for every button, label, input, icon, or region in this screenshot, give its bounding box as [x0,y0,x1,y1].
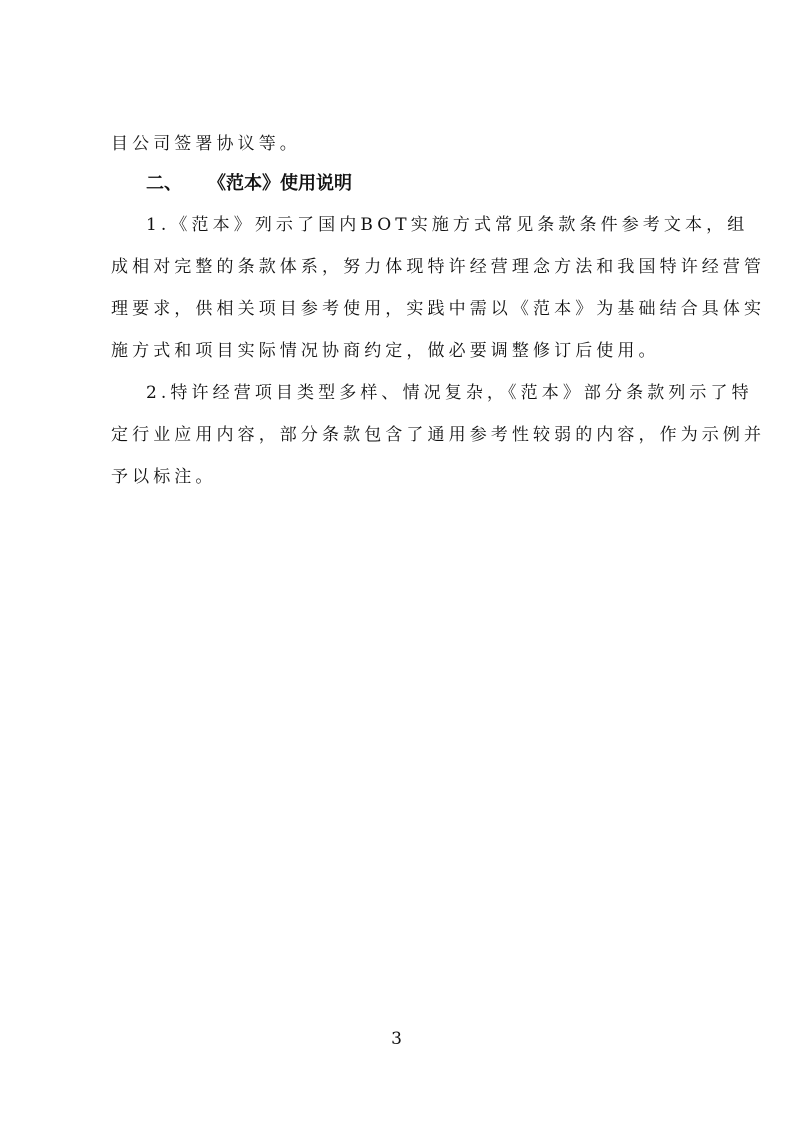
paragraph-1-line-4: 施方式和项目实际情况协商约定，做必要调整修订后使用。 [111,341,660,361]
paragraph-1-line-2: 成相对完整的条款体系，努力体现特许经营理念方法和我国特许经营管 [111,257,766,277]
section-heading [146,172,352,196]
paragraph-2-line-2: 定行业应用内容，部分条款包含了通用参考性较弱的内容，作为示例并 [111,425,766,445]
paragraph-2-line-3: 予以标注。 [111,467,217,487]
paragraph-2-line-1: 2.特许经营项目类型多样、情况复杂，《范本》部分条款列示了特 [146,383,753,403]
page-number: 3 [391,1029,402,1049]
section-title: 《范本》使用说明 [208,173,352,194]
paragraph-1-line-3: 理要求，供相关项目参考使用，实践中需以《范本》为基础结合具体实 [111,299,766,319]
paragraph-1-line-1: 1.《范本》列示了国内BOT实施方式常见条款条件参考文本，组 [146,215,749,235]
paragraph-fragment: 目公司签署协议等。 [111,134,301,154]
section-number: 二、 [146,173,182,194]
